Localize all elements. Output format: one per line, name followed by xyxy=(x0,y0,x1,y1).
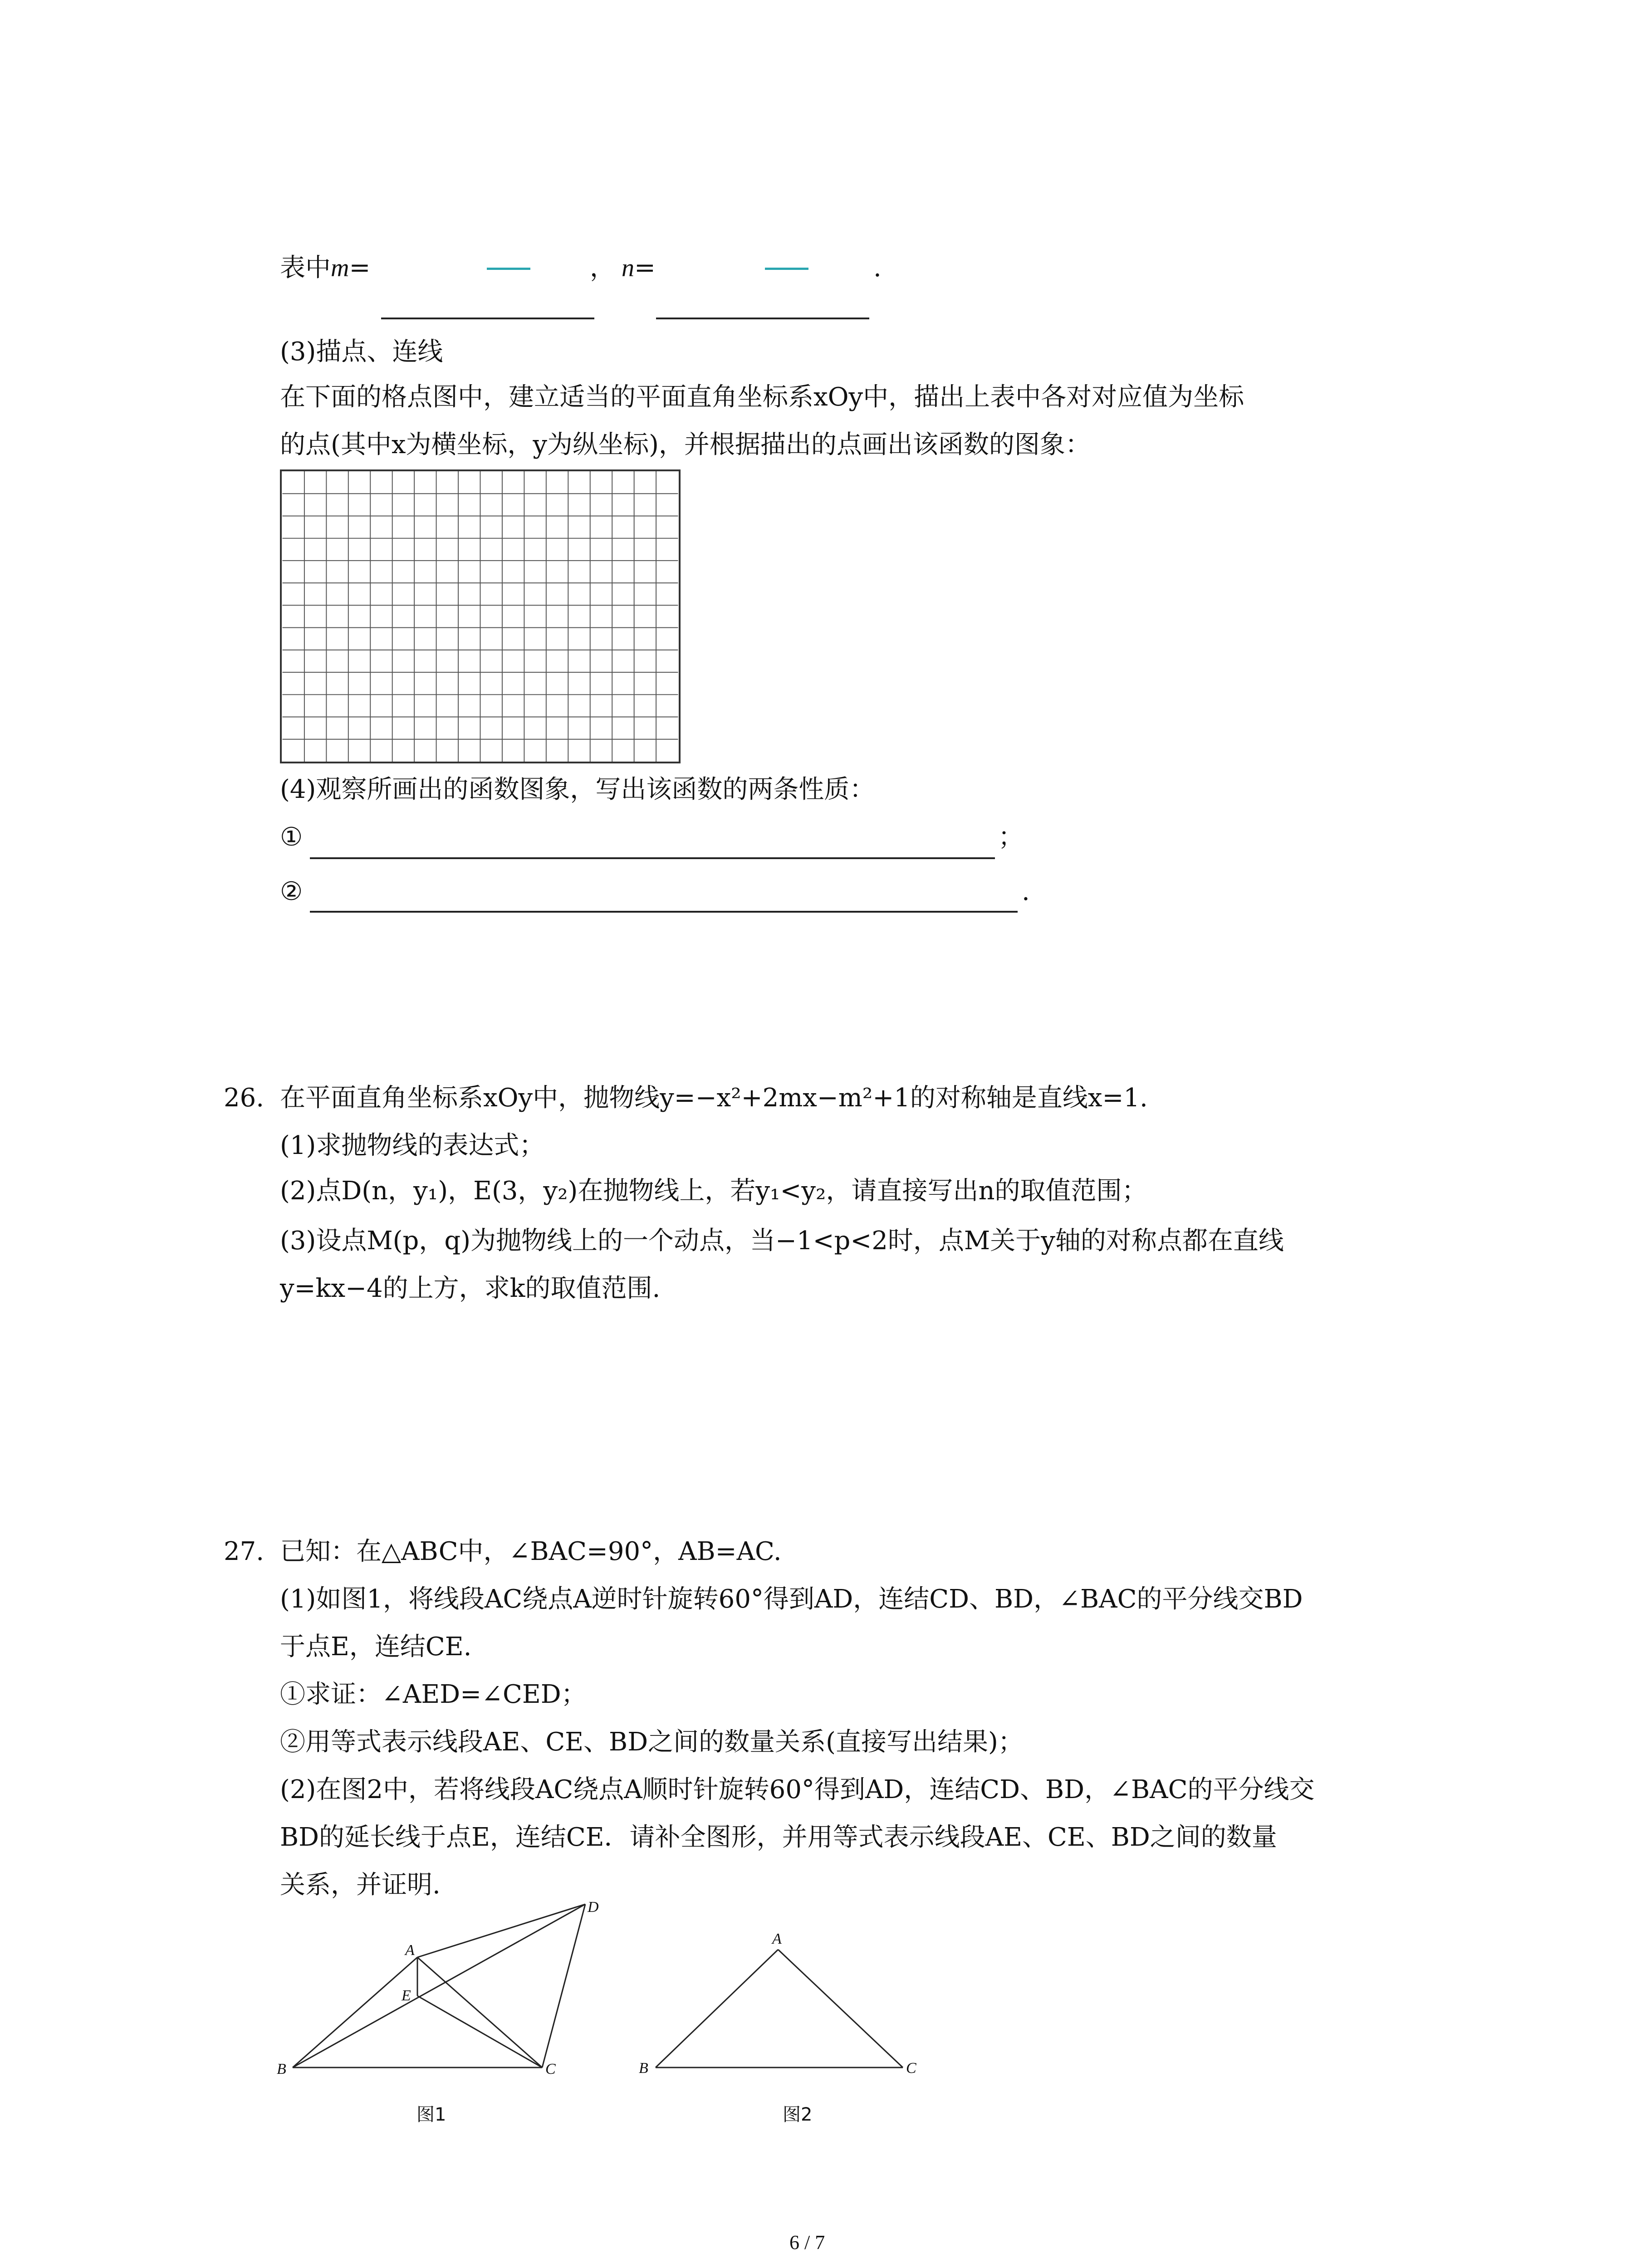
step3-line2: 的点(其中x为横坐标，y为纵坐标)，并根据描出的点画出该函数的图象： xyxy=(280,430,1091,459)
q27-number: 27. xyxy=(224,1537,265,1566)
step3-title: (3)描点、连线 xyxy=(280,337,443,367)
blank-m[interactable] xyxy=(381,318,594,319)
seg-EC xyxy=(417,1996,542,2068)
comma-sep: ， xyxy=(590,253,615,283)
grid-paper xyxy=(280,469,681,763)
seg-BA xyxy=(293,1957,417,2068)
q26-part2: (2)点D(n，y₁)，E(3，y₂)在抛物线上，若y₁<y₂，请直接写出n的取值范围； xyxy=(280,1176,1147,1206)
q27-part1b: 于点E，连结CE. xyxy=(280,1632,472,1662)
blank-n[interactable] xyxy=(656,318,869,319)
q27-line1: 已知：在△ABC中，∠BAC=90°，AB=AC. xyxy=(280,1537,782,1566)
fig1-label-A: A xyxy=(405,1942,415,1959)
page-number: 6 / 7 xyxy=(789,2231,825,2253)
q26-number: 26. xyxy=(224,1083,265,1113)
period-mark: . xyxy=(873,253,882,283)
step4-title: (4)观察所画出的函数图象，写出该函数的两条性质： xyxy=(280,775,875,804)
fig1-label-C: C xyxy=(545,2061,556,2077)
q27-claim1: ①求证：∠AED=∠CED； xyxy=(280,1680,587,1709)
prop2-blank[interactable] xyxy=(310,911,1018,913)
figure-1 xyxy=(272,1896,617,2087)
n-label: n= xyxy=(622,253,656,283)
q27-part1a: (1)如图1，将线段AC绕点A逆时针旋转60°得到AD，连结CD、BD，∠BAC的平分线交BD xyxy=(280,1584,1303,1614)
fig2-label-C: C xyxy=(906,2060,916,2077)
q26-line1: 在平面直角坐标系xOy中，抛物线y=−x²+2mx−m²+1的对称轴是直线x=1. xyxy=(280,1083,1148,1113)
prop2-marker: ② xyxy=(280,877,303,906)
seg-AC xyxy=(417,1957,542,2068)
fig2-label-B: B xyxy=(639,2060,648,2077)
fig1-label-D: D xyxy=(588,1899,599,1916)
seg-CD xyxy=(542,1904,585,2068)
q27-part2b: BD的延长线于点E，连结CE．请补全图形，并用等式表示线段AE、CE、BD之间的数量 xyxy=(280,1823,1277,1852)
prop2-end: . xyxy=(1022,877,1030,906)
answer-mark-m xyxy=(487,268,530,270)
prop1-end: ； xyxy=(998,822,1024,852)
fig2-seg-AC xyxy=(778,1950,903,2068)
figure-2 xyxy=(635,1923,935,2077)
seg-BD xyxy=(293,1904,585,2068)
prop1-blank[interactable] xyxy=(310,857,995,859)
q26-part3b: y=kx−4的上方，求k的取值范围. xyxy=(280,1274,661,1303)
q26-part3a: (3)设点M(p，q)为抛物线上的一个动点，当−1<p<2时，点M关于y轴的对称点都在直线 xyxy=(280,1226,1284,1256)
q27-part2c: 关系，并证明. xyxy=(280,1870,441,1900)
q27-part2a: (2)在图2中，若将线段AC绕点A顺时针旋转60°得到AD，连结CD、BD，∠BAC的平分线交 xyxy=(280,1775,1315,1804)
prop1-marker: ① xyxy=(280,822,303,852)
answer-mark-n xyxy=(765,268,808,270)
fig2-label-A: A xyxy=(772,1931,782,1947)
step3-line1: 在下面的格点图中，建立适当的平面直角坐标系xOy中，描出上表中各对对应值为坐标 xyxy=(280,382,1244,412)
var-n: n xyxy=(622,254,634,282)
q26-part1: (1)求抛物线的表达式； xyxy=(280,1131,545,1160)
seg-AD xyxy=(417,1904,585,1957)
fig1-label-B: B xyxy=(277,2061,286,2077)
table-blanks-line xyxy=(280,252,370,284)
fig1-label-E: E xyxy=(402,1987,411,2004)
eq-sign: = xyxy=(349,253,371,283)
fig1-caption: 图1 xyxy=(416,2104,446,2125)
fig2-seg-BA xyxy=(656,1950,778,2068)
var-m: m xyxy=(331,254,349,282)
fig2-caption: 图2 xyxy=(783,2104,813,2125)
q27-claim2: ②用等式表示线段AE、CE、BD之间的数量关系(直接写出结果)； xyxy=(280,1727,1024,1757)
label-table: 表中 xyxy=(280,253,331,283)
